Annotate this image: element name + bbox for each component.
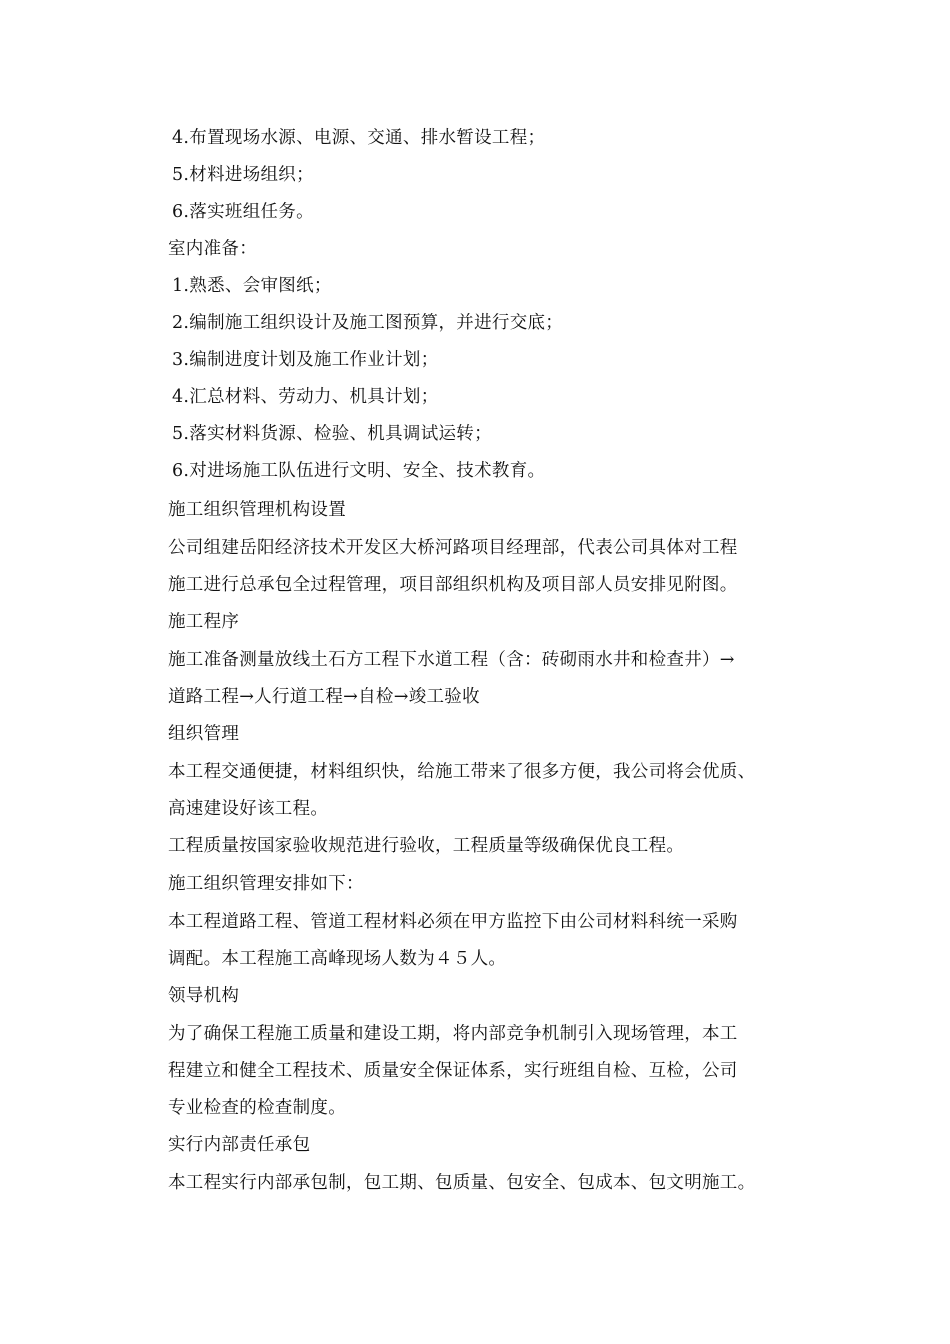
- paragraph-line: 专业检查的检查制度。: [168, 1098, 346, 1118]
- paragraph-line: 程建立和健全工程技术、质量安全保证体系，实行班组自检、互检，公司: [168, 1061, 738, 1081]
- list-item: 5.落实材料货源、检验、机具调试运转；: [172, 424, 492, 444]
- list-item: 6.落实班组任务。: [172, 202, 314, 222]
- paragraph-line: 本工程道路工程、管道工程材料必须在甲方监控下由公司材料科统一采购: [168, 912, 738, 932]
- paragraph-line: 施工进行总承包全过程管理，项目部组织机构及项目部人员安排见附图。: [168, 575, 738, 595]
- paragraph-line: 为了确保工程施工质量和建设工期，将内部竞争机制引入现场管理，本工: [168, 1024, 738, 1044]
- list-item: 3.编制进度计划及施工作业计划；: [172, 350, 439, 370]
- list-item: 5.材料进场组织；: [172, 165, 314, 185]
- list-item: 1.熟悉、会审图纸；: [172, 276, 332, 296]
- paragraph-line: 工程质量按国家验收规范进行验收，工程质量等级确保优良工程。: [168, 836, 685, 856]
- paragraph-line: 公司组建岳阳经济技术开发区大桥河路项目经理部，代表公司具体对工程: [168, 538, 738, 558]
- section-heading: 领导机构: [168, 986, 240, 1006]
- section-heading: 实行内部责任承包: [168, 1135, 311, 1155]
- section-heading: 施工组织管理机构设置: [168, 500, 346, 520]
- paragraph-line: 施工准备测量放线土石方工程下水道工程（含：砖砌雨水井和检查井）→: [168, 650, 735, 670]
- section-heading: 施工组织管理安排如下：: [168, 874, 364, 894]
- list-item: 4.布置现场水源、电源、交通、排水暂设工程；: [172, 128, 546, 148]
- section-heading: 施工程序: [168, 612, 240, 632]
- section-heading: 室内准备：: [168, 239, 257, 259]
- list-item: 4.汇总材料、劳动力、机具计划；: [172, 387, 439, 407]
- paragraph-line: 高速建设好该工程。: [168, 799, 329, 819]
- paragraph-line: 道路工程→人行道工程→自检→竣工验收: [168, 687, 480, 707]
- paragraph-line: 调配。本工程施工高峰现场人数为４５人。: [168, 949, 507, 969]
- paragraph-line: 本工程实行内部承包制，包工期、包质量、包安全、包成本、包文明施工。: [168, 1173, 756, 1193]
- list-item: 2.编制施工组织设计及施工图预算，并进行交底；: [172, 313, 564, 333]
- paragraph-line: 本工程交通便捷，材料组织快，给施工带来了很多方便，我公司将会优质、: [168, 762, 756, 782]
- list-item: 6.对进场施工队伍进行文明、安全、技术教育。: [172, 461, 546, 481]
- section-heading: 组织管理: [168, 724, 240, 744]
